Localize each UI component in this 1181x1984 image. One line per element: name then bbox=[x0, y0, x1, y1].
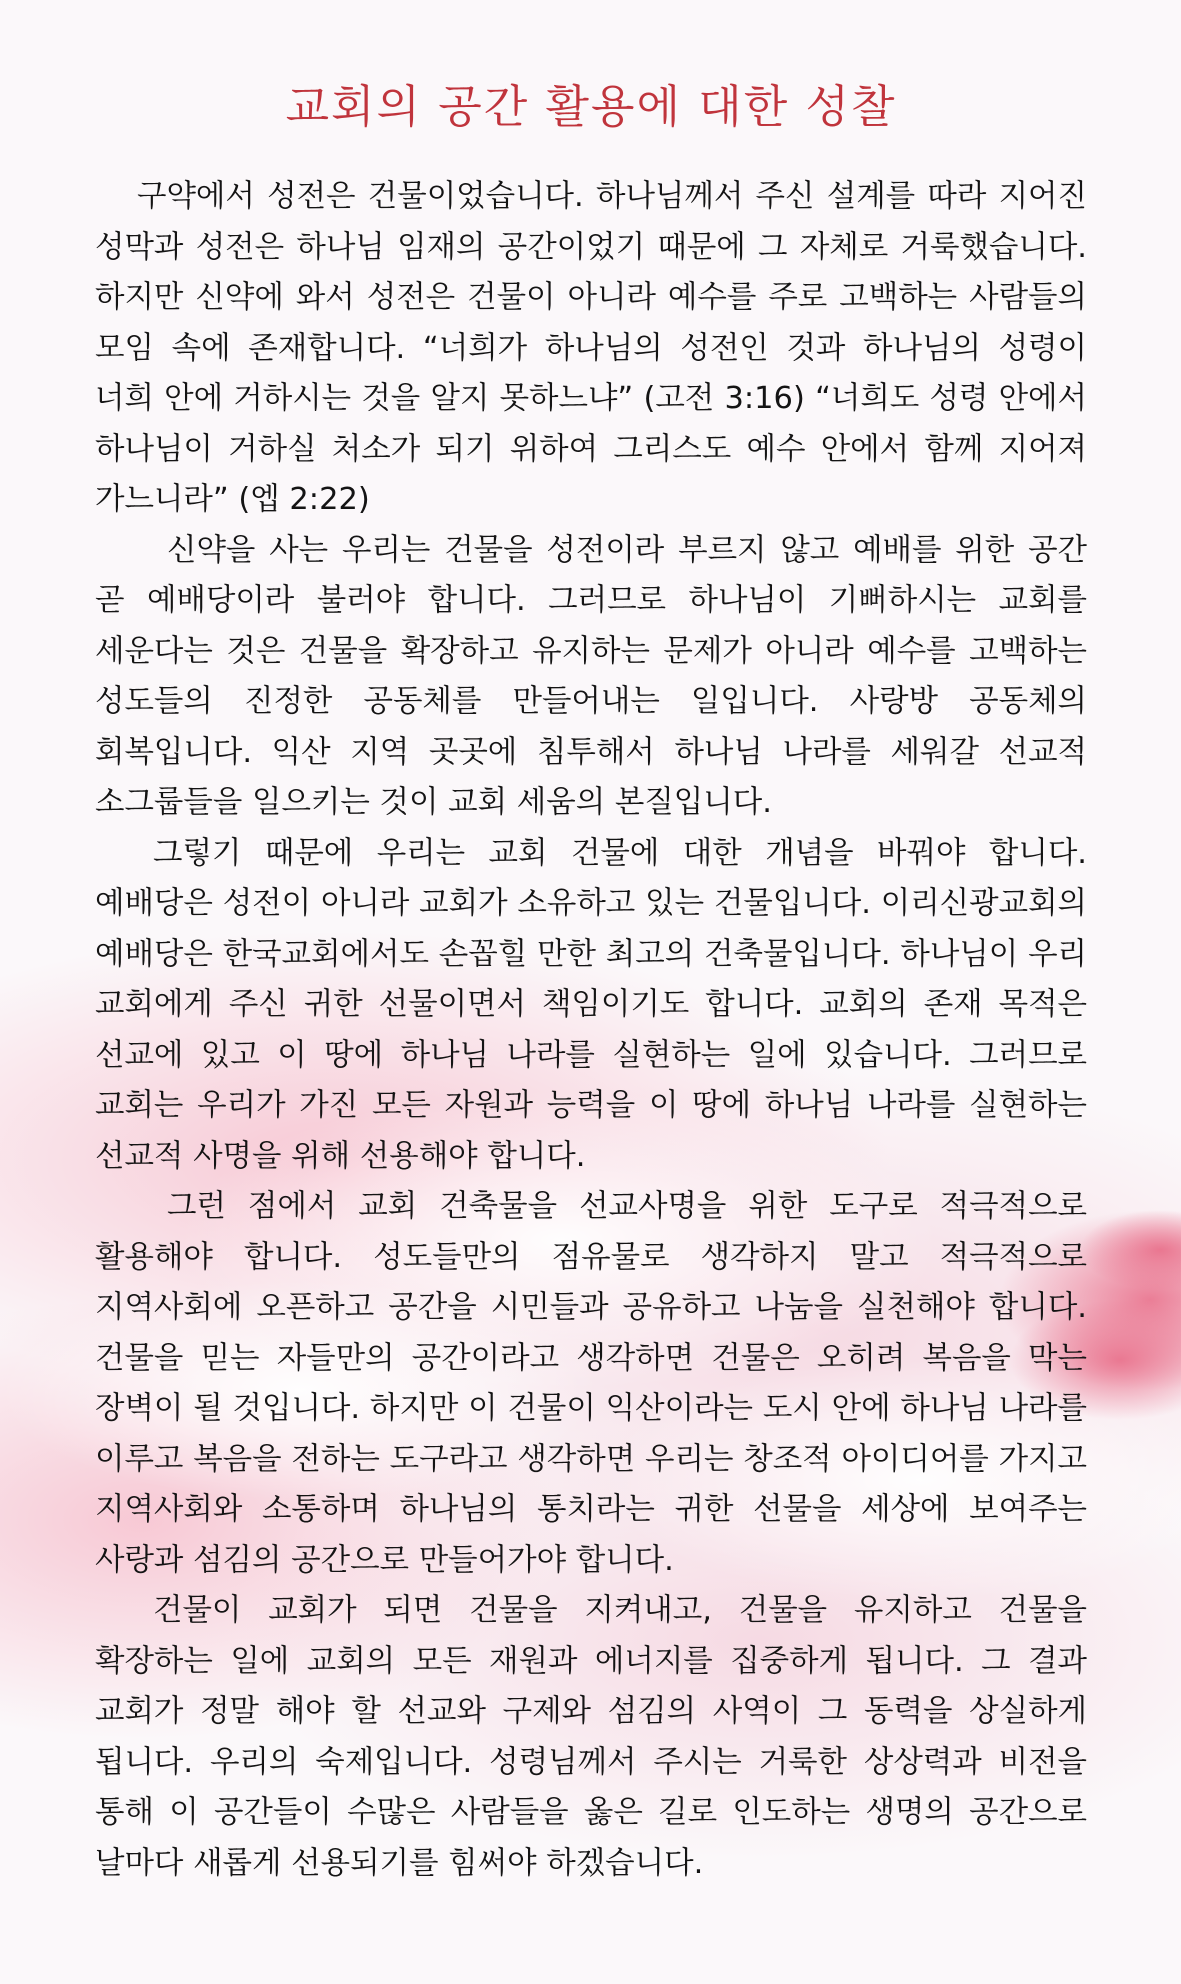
paragraph-1: 구약에서 성전은 건물이었습니다. 하나님께서 주신 설계를 따라 지어진 성막과 성전은 하나님 임재의 공간이었기 때문에 그 자체로 거룩했습니다. 하지만 신약에 와서 성전은 건물이 아니라 예수를 주로 고백하는 사람들의 모임 속에 존재합니다. “너희가 하나님의 성전인 것과 하나님의 성령이 너희 안에 거하시는 것을 알지 못하느냐” (고전 3:16) “너희도 성령 안에서 하나님이 거하실 처소가 되기 위하여 그리스도 예수 안에서 함께 지어져 가느니라” (엡 2:22) bbox=[95, 179, 1087, 517]
paragraph-2: 신약을 사는 우리는 건물을 성전이라 부르지 않고 예배를 위한 공간 곧 예배당이라 불러야 합니다. 그러므로 하나님이 기뻐하시는 교회를 세운다는 것은 건물을 확장하고 유지하는 문제가 아니라 예수를 고백하는 성도들의 진정한 공동체를 만들어내는 일입니다. 사랑방 공동체의 회복입니다. 익산 지역 곳곳에 침투해서 하나님 나라를 세워갈 선교적 소그룹들을 일으키는 것이 교회 세움의 본질입니다. bbox=[95, 532, 1087, 820]
document-title: 교회의 공간 활용에 대한 성찰 bbox=[285, 80, 897, 133]
paragraph-4: 그런 점에서 교회 건축물을 선교사명을 위한 도구로 적극적으로 활용해야 합니다. 성도들만의 점유물로 생각하지 말고 적극적으로 지역사회에 오픈하고 공간을 시민들과 공유하고 나눔을 실천해야 합니다. 건물을 믿는 자들만의 공간이라고 생각하면 건물은 오히려 복음을 막는 장벽이 될 것입니다. 하지만 이 건물이 익산이라는 도시 안에 하나님 나라를 이루고 복음을 전하는 도구라고 생각하면 우리는 창조적 아이디어를 가지고 지역사회와 소통하며 하나님의 통치라는 귀한 선물을 세상에 보여주는 사랑과 섬김의 공간으로 만들어가야 합니다. bbox=[95, 1189, 1087, 1578]
document-page bbox=[95, 80, 1087, 1889]
paragraph-3: 그렇기 때문에 우리는 교회 건물에 대한 개념을 바꿔야 합니다. 예배당은 성전이 아니라 교회가 소유하고 있는 건물입니다. 이리신광교회의 예배당은 한국교회에서도 손꼽힐 만한 최고의 건축물입니다. 하나님이 우리 교회에게 주신 귀한 선물이면서 책임이기도 합니다. 교회의 존재 목적은 선교에 있고 이 땅에 하나님 나라를 실현하는 일에 있습니다. 그러므로 교회는 우리가 가진 모든 자원과 능력을 이 땅에 하나님 나라를 실현하는 선교적 사명을 위해 선용해야 합니다. bbox=[95, 835, 1087, 1174]
paragraph-5: 건물이 교회가 되면 건물을 지켜내고, 건물을 유지하고 건물을 확장하는 일에 교회의 모든 재원과 에너지를 집중하게 됩니다. 그 결과 교회가 정말 해야 할 선교와 구제와 섬김의 사역이 그 동력을 상실하게 됩니다. 우리의 숙제입니다. 성령님께서 주시는 거룩한 상상력과 비전을 통해 이 공간들이 수많은 사람들을 옳은 길로 인도하는 생명의 공간으로 날마다 새롭게 선용되기를 힘써야 하겠습니다. bbox=[95, 1593, 1087, 1881]
